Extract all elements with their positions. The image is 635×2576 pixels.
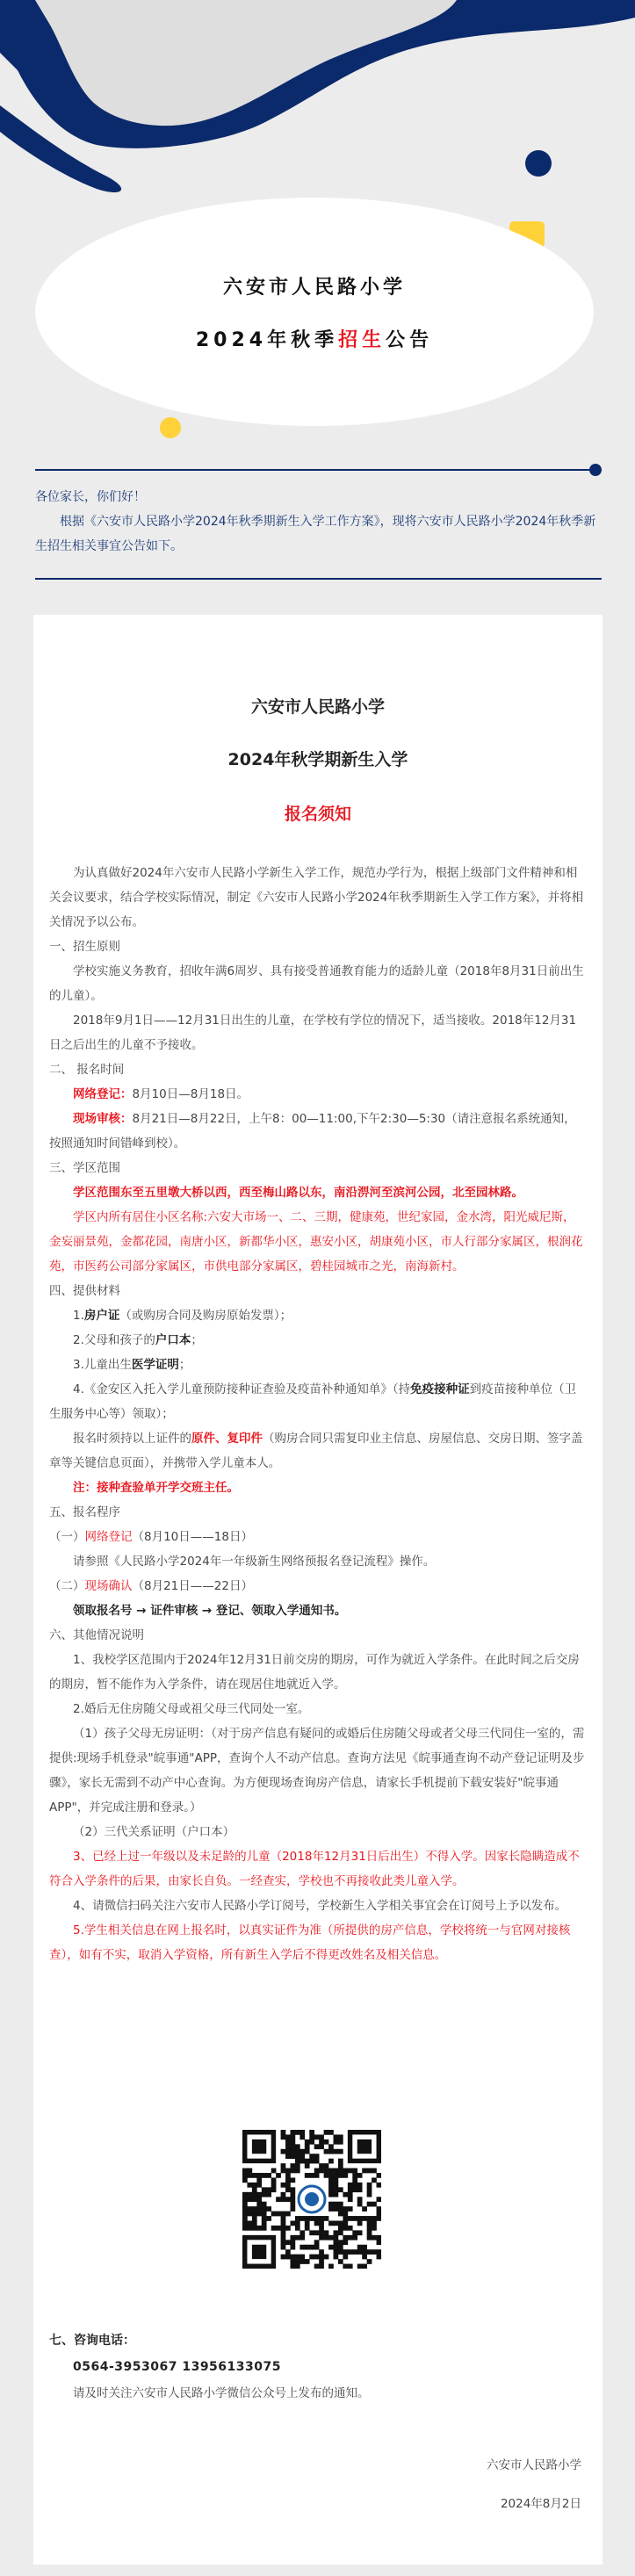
s2-online [49, 1082, 587, 1107]
s2-onsite-value: 8月21日—8月22日，上午8：00—11:00,下午2:30—5:30（请注意报名系统通知，按照通知时间错峰到校）。 [49, 1112, 576, 1151]
s4-note [49, 1426, 587, 1476]
s6-p2: 2.婚后无住房随父母或祖父母三代同处一室。 [73, 1702, 310, 1716]
s1-p2: 2018年9月1日——12月31日出生的儿童，在学校有学位的情况下，适当接收。2018年12月31日之后出生的儿童不予接收。 [49, 1014, 577, 1052]
signature-date: 2024年8月2日 [500, 2497, 581, 2511]
s4-item4-a: 4.《金安区入托入学儿童预防接种证查验及疫苗补种通知单》（持 [73, 1382, 411, 1396]
s5-step1 [49, 1525, 587, 1549]
greeting-intro: 根据《六安市人民路小学2024年秋季期新生入学工作方案》，现将六安市人民路小学2024年秋季新生招生相关事宜公告如下。 [35, 515, 596, 553]
s5-heading: 五、报名程序 [49, 1505, 120, 1519]
yellow-dot [159, 416, 182, 439]
s1-p1: 学校实施义务教育，招收年满6周岁、具有接受普通教育能力的适龄儿童（2018年8月31日前出生的儿童）。 [49, 964, 584, 1003]
s5-step1-c: （8月10日——18日） [132, 1530, 253, 1544]
wechat-qr-code [242, 2130, 381, 2269]
s4-item2-b: 户口本 [155, 1333, 191, 1347]
notice-body [49, 861, 587, 1967]
s2-online-label: 网络登记： [73, 1087, 133, 1101]
season-prefix: 2024年秋季 [195, 329, 339, 351]
s6-p4: 4、请微信扫码关注六安市人民路小学订阅号，学校新生入学相关事宜会在订阅号上予以发布。 [73, 1899, 567, 1913]
s5-step2-flow: 领取报名号 → 证件审核 → 登记、领取入学通知书。 [73, 1604, 347, 1618]
s2-online-value: 8月10日—8月18日。 [132, 1087, 249, 1101]
s4-item2 [49, 1328, 587, 1353]
signature-block [487, 2446, 581, 2523]
title-oval [35, 198, 594, 426]
s3-heading: 三、学区范围 [49, 1161, 120, 1175]
greeting-salutation: 各位家长，你们好！ [35, 490, 146, 504]
s6-p2-1: （1）孩子父母无房证明：（对于房产信息有疑问的或婚后住房随父母或者父母三代同住一室的，需提供:现场手机登录"皖事通"APP，查询个人不动产信息。查询方法见《皖事通查询不动产登记证明及步骤》，家长无需到不动产中心查询。为方便现场查询房产信息，请家长手机提前下载安装好"皖事通APP"，并完成注册和登录。） [49, 1727, 585, 1815]
notice-title-section: 报名须知 [284, 805, 351, 824]
greeting-block [35, 485, 606, 559]
s5-step2-c: （8月21日——22日） [132, 1579, 253, 1593]
s4-item3 [49, 1353, 587, 1377]
greeting-divider [35, 464, 602, 476]
qr-code-icon [242, 2130, 381, 2269]
s5-step2-b: 现场确认 [84, 1579, 133, 1593]
s5-step1-desc: 请参照《人民路小学2024年一年级新生网络预报名登记流程》操作。 [73, 1555, 436, 1569]
contact-block [49, 2327, 587, 2406]
s6-p5: 5.学生相关信息在网上报名时，以真实证件为准（所提供的房产信息，学校将统一与官网对接核查），如有不实，取消入学资格，所有新生入学后不得更改姓名及相关信息。 [49, 1923, 571, 1962]
greeting-bottom-line [35, 578, 602, 580]
s4-item1-b: 房户证 [83, 1309, 120, 1323]
header-season-title [35, 325, 594, 352]
divider-dot [589, 464, 602, 476]
s4-heading: 四、提供材料 [49, 1284, 120, 1298]
notice-card [33, 615, 603, 2565]
s4-item2-a: 2.父母和孩子的 [73, 1333, 155, 1347]
s4-note-c: （购房合同只需复印业主信息、房屋信息、交房日期、签字盖章等关键信息页面），并携带入学儿童本人。 [49, 1432, 583, 1470]
season-suffix: 公告 [386, 329, 434, 351]
s4-item2-c: ； [191, 1333, 203, 1347]
s1-heading: 一、招生原则 [49, 940, 120, 954]
s4-item4-c: 到疫苗接种单位（卫生服务中心等）领取）； [49, 1382, 577, 1421]
s6-p3: 3、已经上过一年级以及未足龄的儿童（2018年12月31日后出生）不得入学。因家长隐瞒造成不符合入学条件的后果，由家长自负。一经查实，学校也不再接收此类儿童入学。 [49, 1850, 580, 1888]
contact-note: 请及时关注六安市人民路小学微信公众号上发布的通知。 [73, 2386, 370, 2400]
s4-item3-c: ； [178, 1358, 191, 1372]
s4-item1-c: （或购房合同及购房原始发票）； [119, 1309, 292, 1323]
s4-note-b: 原件、复印件 [191, 1432, 263, 1446]
notice-title-school: 六安市人民路小学 [250, 697, 385, 717]
s3-p2: 学区内所有居住小区名称:六安大市场一、二、三期，健康苑，世纪家园，金水湾，阳光威尼斯，金妄丽景苑，金都花园，南唐小区，新都华小区，惠安小区，胡康苑小区，市人行部分家属区，根润花苑，市医药公司部分家属区，市供电部分家属区，碧桂园城市之光，南海新村。 [49, 1210, 583, 1274]
s4-item4 [49, 1377, 587, 1426]
s5-step2 [49, 1574, 587, 1598]
s6-p2-2: （2）三代关系证明（户口本） [73, 1825, 235, 1839]
s5-step1-a: （一） [49, 1530, 85, 1544]
s6-heading: 六、其他情况说明 [49, 1628, 144, 1642]
contact-heading: 七、咨询电话： [49, 2334, 135, 2348]
s4-item1-a: 1. [73, 1309, 84, 1323]
s6-p1: 1、我校学区范围内于2024年12月31日前交房的期房，可作为就近入学条件。在此时间之后交房的期房，暂不能作为入学条件，请在现居住地就近入学。 [49, 1653, 580, 1692]
s4-warning: 注：接种查验单开学交班主任。 [73, 1481, 239, 1495]
s3-p1: 学区范围东至五里墩大桥以西，西至梅山路以东，南沿淠河至滨河公园，北至园林路。 [73, 1186, 523, 1200]
divider-line [35, 469, 593, 471]
s4-note-a: 报名时须持以上证件的 [73, 1432, 191, 1446]
s4-item3-b: 医学证明 [131, 1358, 179, 1372]
season-highlight: 招生 [338, 329, 386, 351]
header-banner [0, 0, 635, 413]
s5-step1-b: 网络登记 [84, 1530, 133, 1544]
s4-item4-b: 免疫接种证 [410, 1382, 470, 1396]
header-school-name: 六安市人民路小学 [222, 277, 406, 299]
s4-item3-a: 3.儿童出生 [73, 1358, 132, 1372]
signature-org: 六安市人民路小学 [487, 2458, 581, 2472]
s2-onsite [49, 1107, 587, 1156]
s2-onsite-label: 现场审核： [73, 1112, 133, 1126]
preamble: 为认真做好2024年六安市人民路小学新生入学工作，规范办学行为，根据上级部门文件精神和相关会议要求，结合学校实际情况，制定《六安市人民路小学2024年秋季期新生入学工作方案》，并将相关情况予以公布。 [49, 866, 584, 929]
s4-item1 [49, 1303, 587, 1328]
notice-title-term: 2024年秋学期新生入学 [227, 750, 408, 769]
s5-step2-a: （二） [49, 1579, 85, 1593]
contact-phones: 0564-3953067 13956133075 [73, 2360, 281, 2374]
s2-heading: 二、 报名时间 [49, 1063, 125, 1077]
